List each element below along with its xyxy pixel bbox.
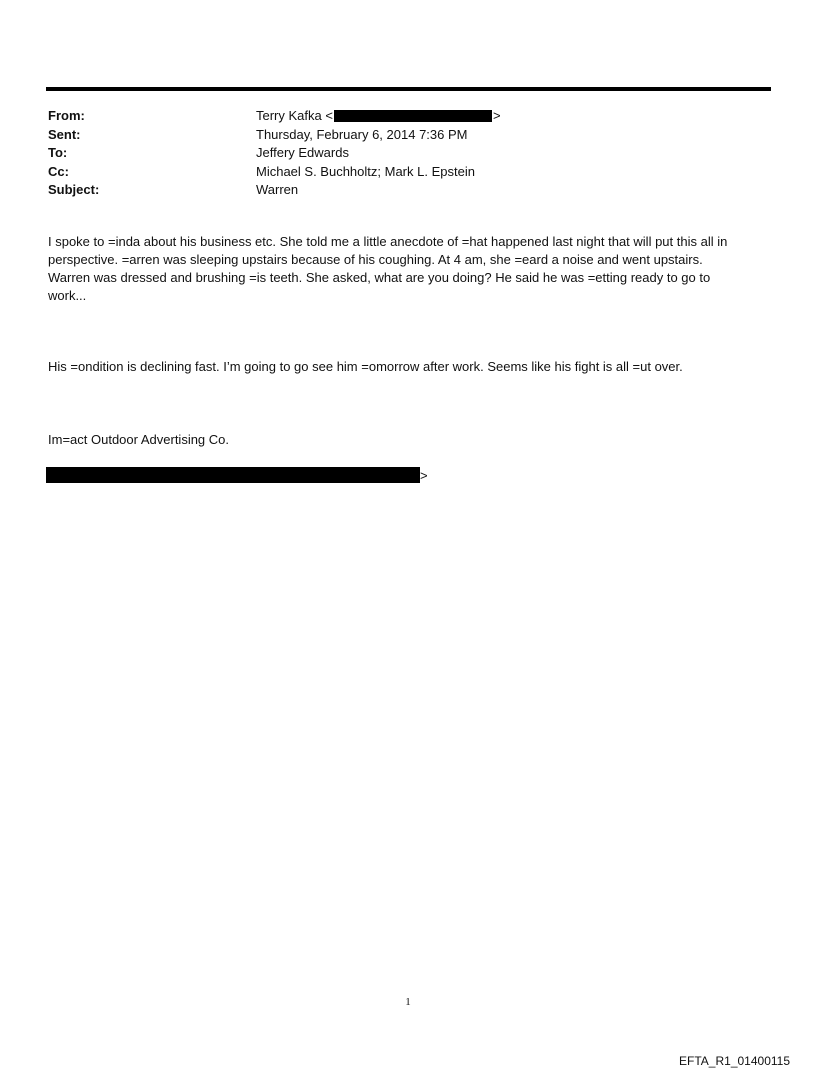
redacted-email <box>334 110 492 122</box>
body-line: Warren was dressed and brushing =is teeth. She asked, what are you doing? He said he was =etting ready to go to <box>48 270 711 285</box>
body-line: work... <box>48 288 87 303</box>
body-line: perspective. =arren was sleeping upstairs because of his coughing. At 4 am, she =eard a noise and went upstairs. <box>48 252 703 267</box>
to-value: Jeffery Edwards <box>256 145 349 160</box>
document-id: EFTA_R1_01400115 <box>679 1054 790 1068</box>
from-row <box>48 107 748 126</box>
sent-label: Sent: <box>48 126 81 142</box>
sent-value: Thursday, February 6, 2014 7:36 PM <box>256 126 468 142</box>
signature-redacted-line <box>46 467 428 485</box>
from-label: From: <box>48 108 85 123</box>
body-line: I spoke to =inda about his business etc. She told me a little anecdote of =hat happened last night that will put this all in <box>48 234 728 249</box>
subject-row <box>48 181 748 200</box>
email-header <box>48 107 748 200</box>
signature-close: > <box>420 468 428 483</box>
body-paragraph-1 <box>48 233 778 305</box>
signature-company: Im=act Outdoor Advertising Co. <box>48 432 230 447</box>
from-close: > <box>492 108 501 123</box>
to-label: To: <box>48 145 68 160</box>
header-divider <box>46 87 771 91</box>
cc-value: Michael S. Buchholtz; Mark L. Epstein <box>256 163 475 179</box>
from-value <box>256 107 501 125</box>
subject-label: Subject: <box>48 182 100 197</box>
page-number: 1 <box>405 996 411 1008</box>
redacted-block <box>46 467 420 483</box>
cc-row <box>48 163 748 182</box>
to-row <box>48 144 748 163</box>
body-paragraph-2: His =ondition is declining fast. I’m going to go see him =omorrow after work. Seems like his fight is all =ut over. <box>48 359 683 374</box>
from-name: Terry Kafka < <box>256 108 333 123</box>
sent-row <box>48 126 748 145</box>
cc-label: Cc: <box>48 163 69 179</box>
subject-value: Warren <box>256 182 299 197</box>
